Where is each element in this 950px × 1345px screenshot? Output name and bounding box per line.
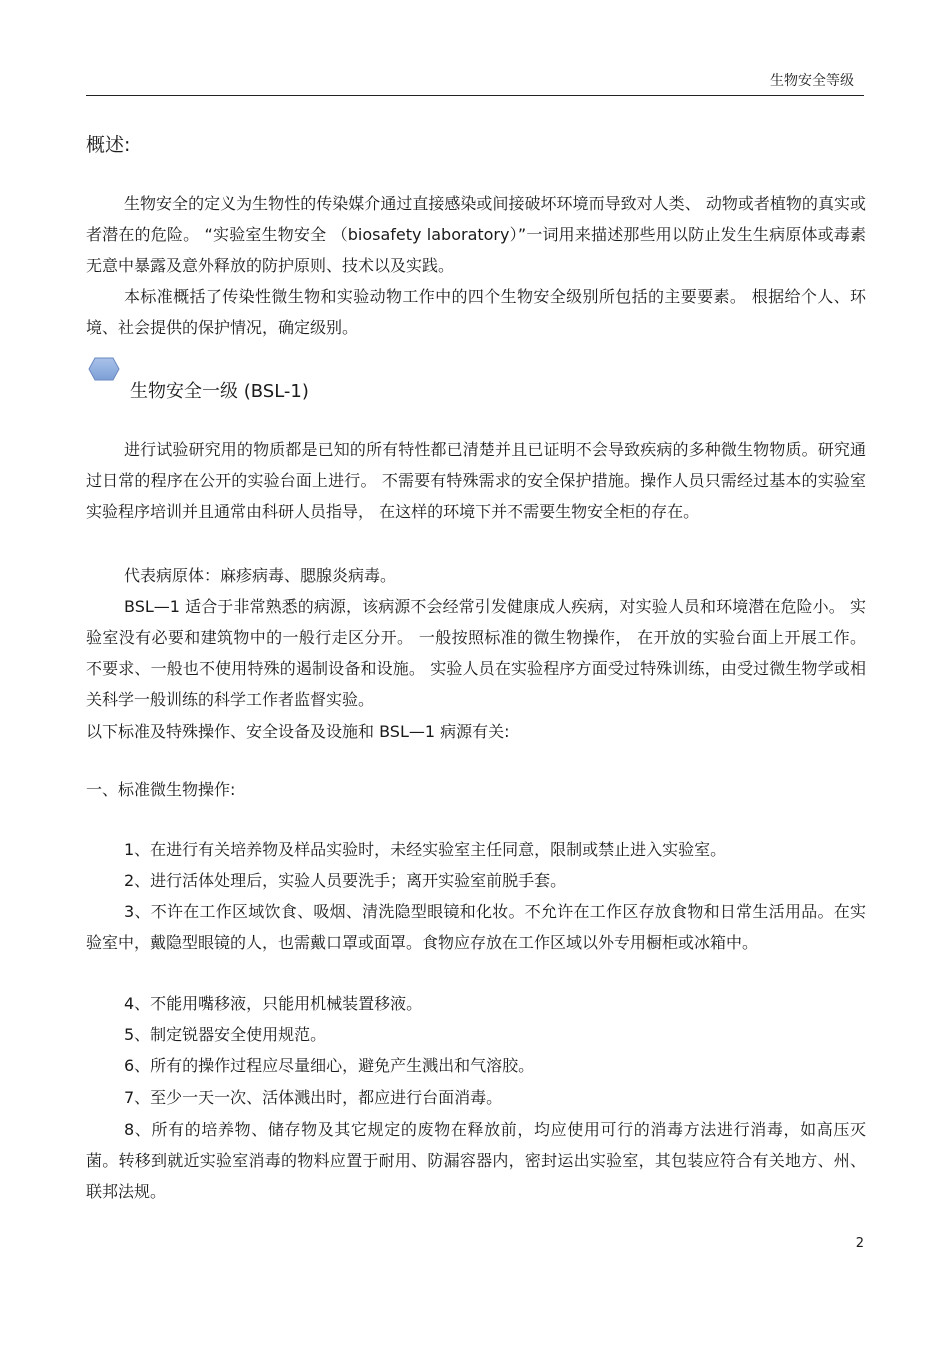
overview-heading: 概述: [86,134,131,156]
header-divider [86,95,864,96]
practice-item-5: 5、制定锐器安全使用规范。 [124,1025,327,1044]
page-number: 2 [855,1236,864,1251]
bsl1-pathogens: 代表病原体：麻疹病毒、腮腺炎病毒。 [124,566,397,585]
practice-item-4: 4、不能用嘴移液，只能用机械装置移液。 [124,994,423,1013]
practice-item-6: 6、所有的操作过程应尽量细心，避免产生溅出和气溶胶。 [124,1056,535,1075]
running-header: 生物安全等级 [770,73,854,89]
standard-practices-heading: 一、标准微生物操作: [86,780,236,799]
hexagon-bullet-icon [88,357,120,381]
practice-item-1: 1、在进行有关培养物及样品实验时，未经实验室主任同意，限制或禁止进入实验室。 [124,840,727,859]
overview-paragraph-2: 本标准概括了传染性微生物和实验动物工作中的四个生物安全级别所包括的主要要素。 根据给个人、环境、社会提供的保护情况，确定级别。 [86,287,866,337]
practice-item-7: 7、至少一天一次、活体溅出时，都应进行台面消毒。 [124,1088,503,1107]
overview-paragraph-1: 生物安全的定义为生物性的传染媒介通过直接感染或间接破坏环境而导致对人类、 动物或者植物的真实或者潜在的危险。 “实验室生物安全 （biosafety laboratory）”一词用来描述那些用以防止发生生病原体或毒素无意中暴露及意外释放的防护原则、技术以及实践。 [86,194,866,275]
bsl1-paragraph-2: BSL—1 适合于非常熟悉的病源，该病源不会经常引发健康成人疾病，对实验人员和环境潜在危险小。 实验室没有必要和建筑物中的一般行走区分开。 一般按照标准的微生物操作， 在开放的实验台面上开展工作。 不要求、一般也不使用特殊的遏制设备和设施。 实验人员在实验程序方面受过特殊训练，由受过微生物学或相关科学一般训练的科学工作者监督实验。 [86,597,866,709]
practice-item-2: 2、进行活体处理后，实验人员要洗手；离开实验室前脱手套。 [124,871,567,890]
practice-item-3: 3、不许在工作区域饮食、吸烟、清洗隐型眼镜和化妆。不允许在工作区存放食物和日常生活用品。在实验室中，戴隐型眼镜的人，也需戴口罩或面罩。食物应存放在工作区域以外专用橱柜或冰箱中。 [86,902,866,952]
bsl1-paragraph-3: 以下标准及特殊操作、安全设备及设施和 BSL—1 病源有关: [86,722,510,741]
practice-item-8: 8、所有的培养物、储存物及其它规定的废物在释放前，均应使用可行的消毒方法进行消毒，如高压灭菌。转移到就近实验室消毒的物料应置于耐用、防漏容器内，密封运出实验室，其包装应符合有关地方、州、联邦法规。 [86,1120,866,1201]
bsl1-paragraph-1: 进行试验研究用的物质都是已知的所有特性都已清楚并且已证明不会导致疾病的多种微生物物质。研究通过日常的程序在公开的实验台面上进行。 不需要有特殊需求的安全保护措施。操作人员只需经过基本的实验室实验程序培训并且通常由科研人员指导， 在这样的环境下并不需要生物安全柜的存在。 [86,440,866,521]
bsl1-heading: 生物安全一级 (BSL-1) [130,381,309,402]
